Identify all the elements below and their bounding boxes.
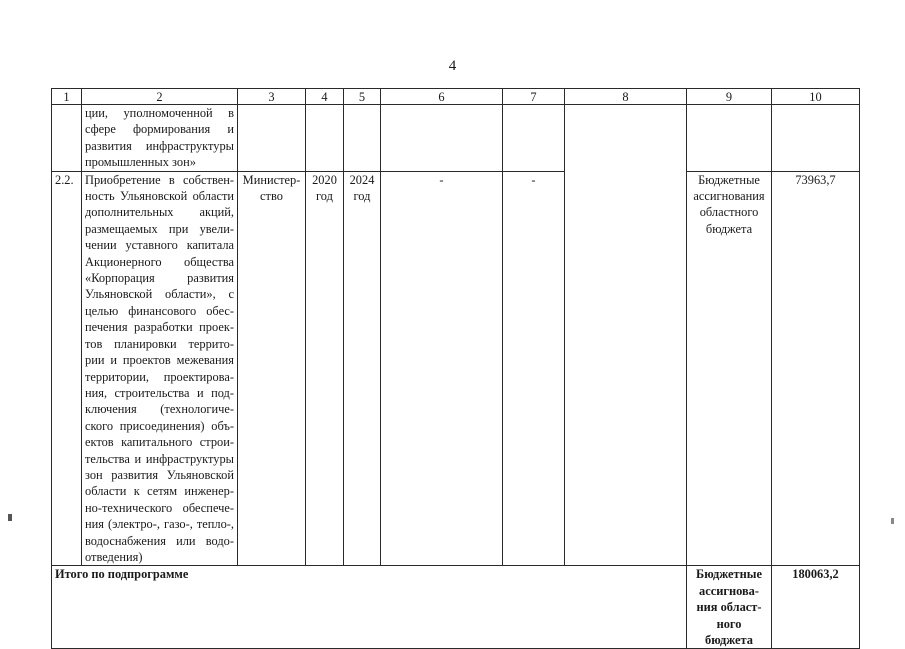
measure-name-line: ского присоединения) объ- <box>85 418 234 433</box>
end-year-line: 2024 <box>349 172 375 187</box>
total-funding-source-line: бюджета <box>705 633 753 647</box>
measure-name-line: территории, проектирова- <box>85 369 234 384</box>
total-funding-source-cell <box>687 566 772 649</box>
funding-source-line: областного <box>699 205 759 220</box>
column-number: 1 <box>52 89 82 105</box>
continued-row <box>52 105 860 172</box>
end-year-cell <box>344 171 381 566</box>
source-cell <box>687 105 772 172</box>
funding-source-line: ассигнования <box>693 189 765 204</box>
measure-name-line: «Корпорация развития <box>85 271 234 286</box>
total-funding-source-line: ассигнова- <box>699 583 759 598</box>
measure-name-line: печения разработки проек- <box>85 320 234 335</box>
col7-cell <box>503 105 565 172</box>
total-funding-source-line: Бюджетные <box>696 567 762 582</box>
measure-name-cell <box>82 105 238 172</box>
measure-name-line: размещаемых при увели- <box>85 221 234 236</box>
executor-cell <box>238 105 306 172</box>
column-number: 6 <box>381 89 503 105</box>
amount-cell <box>772 105 860 172</box>
measure-name-line: ектов капитального строи- <box>85 435 234 450</box>
measure-name-line: ния (электро-, газо-, тепло-, <box>85 517 234 532</box>
measure-name-line: тов планировки террито- <box>85 336 234 351</box>
measure-name-line: ции, уполномоченной в <box>85 106 234 120</box>
total-label: Итого по подпрограмме <box>52 566 687 649</box>
measure-name-line: отведения) <box>85 549 143 564</box>
col8-cell <box>565 105 687 566</box>
measure-name-line: Акционерного общества <box>85 254 234 269</box>
column-number: 4 <box>306 89 344 105</box>
measure-name-line: но-технического обеспече- <box>85 500 234 515</box>
funding-source-line: бюджета <box>705 221 753 236</box>
end-year-line: год <box>353 189 371 204</box>
row-2-2 <box>52 171 860 566</box>
total-funding-source-line: ного <box>716 616 742 631</box>
measure-name-line: целью финансового обес- <box>85 303 234 318</box>
measure-name-line: Ульяновской области», с <box>85 287 234 302</box>
column-number-row <box>52 89 860 105</box>
column-number: 7 <box>503 89 565 105</box>
right-margin-mark <box>891 518 894 524</box>
measure-name-line: тельства и инфраструктуры <box>85 451 234 466</box>
measure-name-cell <box>82 171 238 566</box>
amount-value: 73963,7 <box>772 171 860 566</box>
col7-value: - <box>503 171 565 566</box>
start-year-cell <box>306 105 344 172</box>
column-number: 10 <box>772 89 860 105</box>
row-number-cell <box>52 105 82 172</box>
measure-name-line: ключения (технологиче- <box>85 402 234 417</box>
executor-cell <box>238 171 306 566</box>
row-number: 2.2. <box>52 171 82 566</box>
budget-table <box>51 88 860 649</box>
executor-line: ство <box>260 189 283 204</box>
measure-name-line: ность Ульяновской области <box>85 189 234 204</box>
measure-name-line: промышленных зон» <box>85 155 196 170</box>
page-number: 4 <box>448 58 457 74</box>
measure-name-line: Приобретение в собствен- <box>85 172 234 187</box>
funding-source-line: Бюджетные <box>698 172 760 187</box>
start-year-line: год <box>316 189 333 204</box>
column-number: 3 <box>238 89 306 105</box>
left-margin-mark <box>8 514 12 521</box>
measure-name-line: чении уставного капитала <box>85 238 234 253</box>
funding-source-cell <box>687 171 772 566</box>
total-row <box>52 566 860 649</box>
col6-cell <box>381 105 503 172</box>
measure-name-line: водоснабжения или водо- <box>85 533 234 548</box>
column-number: 2 <box>82 89 238 105</box>
start-year-line: 2020 <box>312 172 337 187</box>
measure-name-line: сфере формирования и <box>85 122 234 137</box>
total-amount-value: 180063,2 <box>772 566 860 649</box>
measure-name-line: рии и проектов межевания <box>85 353 234 368</box>
col6-value: - <box>381 171 503 566</box>
measure-name-line: дополнительных акций, <box>85 205 234 220</box>
measure-name-line: области к сетям инженер- <box>85 484 234 499</box>
end-year-cell <box>344 105 381 172</box>
start-year-cell <box>306 171 344 566</box>
total-funding-source-line: ния област- <box>696 600 762 615</box>
measure-name-line: развития инфраструктуры <box>85 138 234 153</box>
measure-name-line: ния, строительства и под- <box>85 385 234 400</box>
measure-name-line: зон развития Ульяновской <box>85 467 234 482</box>
executor-line: Министер- <box>242 172 301 187</box>
column-number: 9 <box>687 89 772 105</box>
column-number: 8 <box>565 89 687 105</box>
column-number: 5 <box>344 89 381 105</box>
